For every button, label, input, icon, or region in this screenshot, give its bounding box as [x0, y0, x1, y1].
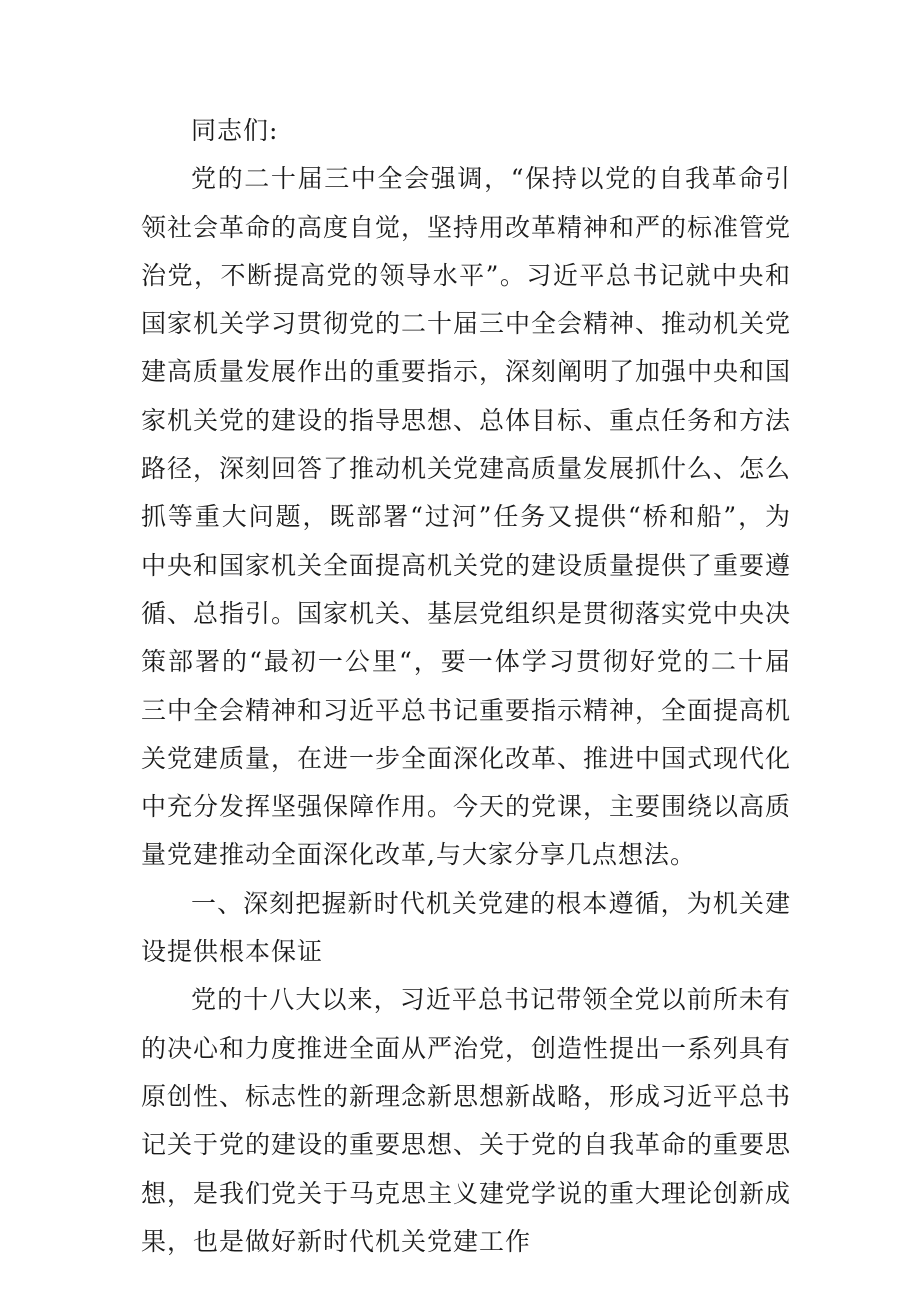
body-paragraph: 党的十八大以来，习近平总书记带领全党以前所未有的决心和力度推进全面从严治党，创造性提出一系列具有原创性、标志性的新理念新思想新战略，形成习近平总书记关于党的建设的重要思想、关于党的自我革命的重要思想，是我们党关于马克思主义建党学说的重大理论创新成果，也是做好新时代机关党建工作 [141, 985, 792, 1256]
salutation: 同志们: [191, 116, 279, 145]
document-body [141, 107, 791, 1266]
section-heading: 一、深刻把握新时代机关党建的根本遵循，为机关建设提供根本保证 [141, 888, 791, 967]
intro-paragraph: 党的二十届三中全会强调，“保持以党的自我革命引领社会革命的高度自觉，坚持用改革精神和严的标准管党治党，不断提高党的领导水平”。习近平总书记就中央和国家机关学习贯彻党的二十届三中全会精神、推动机关党建高质量发展作出的重要指示，深刻阐明了加强中央和国家机关党的建设的指导思想、总体目标、重点任务和方法路径，深刻回答了推动机关党建高质量发展抓什么、怎么抓等重大问题，既部署“过河”任务又提供“桥和船”，为中央和国家机关全面提高机关党的建设质量提供了重要遵循、总指引。国家机关、基层党组织是贯彻落实党中央决策部署的“最初一公里“，要一体学习贯彻好党的二十届三中全会精神和习近平总书记重要指示精神，全面提高机关党建质量，在进一步全面深化改革、推进中国式现代化中充分发挥坚强保障作用。今天的党课，主要围绕以高质量党建推动全面深化改革,与大家分享几点想法。 [141, 164, 792, 870]
